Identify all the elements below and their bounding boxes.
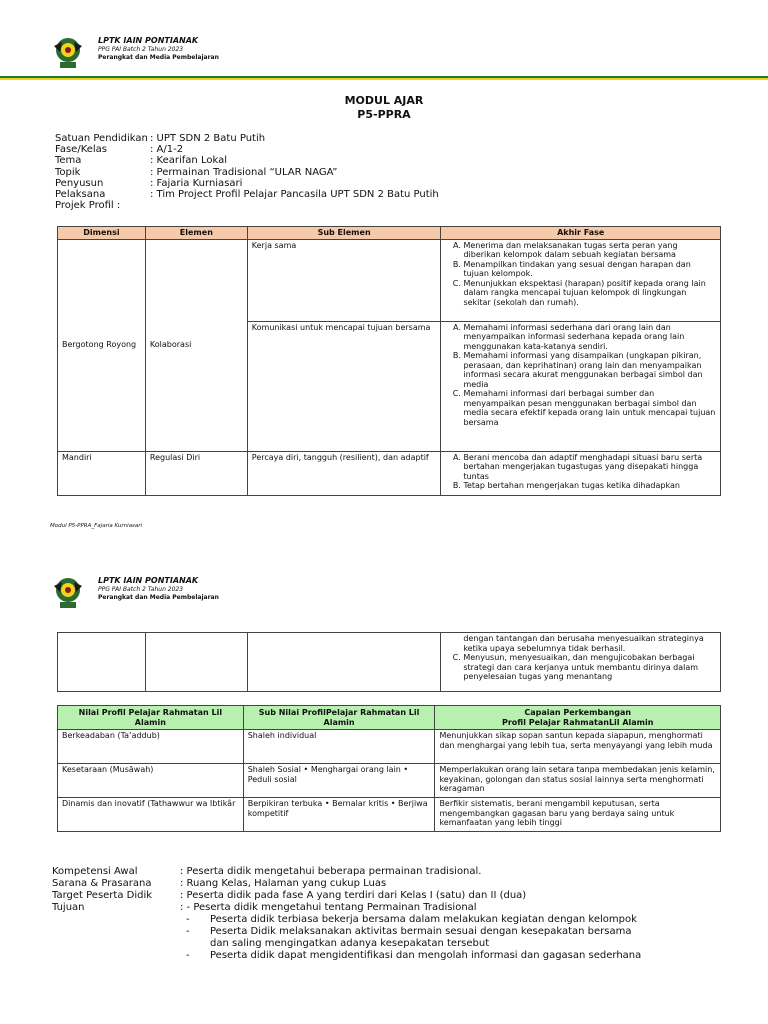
identity-block bbox=[55, 133, 439, 211]
header-title: LPTK IAIN PONTIANAK bbox=[98, 36, 199, 45]
rahmatan-profile-table bbox=[57, 705, 721, 832]
col-header bbox=[435, 706, 721, 730]
dash-marker: - bbox=[186, 926, 190, 937]
objective-item bbox=[180, 926, 650, 950]
info-row bbox=[55, 144, 439, 155]
kv-label: Kompetensi Awal bbox=[52, 866, 138, 877]
header-subtitle2: Perangkat dan Media Pembelajaran bbox=[98, 54, 219, 61]
col-header-line: Profil Pelajar RahmatanLil Alamin bbox=[501, 717, 654, 727]
phase-item: C. Menyusun, menyesuaikan, dan mengujicobakan berbagai strategi dan cara kerjanya untuk membantu dirinya dalam penyelesaian tugas yang menantang bbox=[463, 653, 716, 682]
phase-item: B. Menampilkan tindakan yang sesuai dengan harapan dan tujuan kelompok. bbox=[463, 260, 716, 279]
info-label: Fase/Kelas bbox=[55, 144, 108, 156]
col-header: Sub Nilai ProfilPelajar Rahmatan Lil Alamin bbox=[243, 706, 435, 730]
info-label: Tema bbox=[55, 155, 82, 167]
value-cell: Kesetaraan (Musāwah) bbox=[58, 764, 244, 798]
sub-value-cell: Shaleh individual bbox=[243, 730, 435, 764]
info-row bbox=[55, 133, 439, 144]
header-subtitle: PPG PAI Batch 2 Tahun 2023 bbox=[98, 586, 184, 593]
info-value: : UPT SDN 2 Batu Putih bbox=[150, 133, 266, 144]
objective-item bbox=[180, 914, 650, 926]
info-value: : Fajaria Kurniasari bbox=[150, 177, 243, 189]
kv-row bbox=[52, 902, 650, 914]
info-value: : Permainan Tradisional “ULAR NAGA” bbox=[150, 166, 338, 178]
phase-item: B. Memahami informasi yang disampaikan (ungkapan pikiran, perasaan, dan keprihatinan) orang lain dan menyampaikan informasi secara akurat menggunakan berbagai simbol dan media bbox=[463, 351, 716, 389]
info-row bbox=[55, 178, 439, 189]
table-row bbox=[58, 798, 721, 832]
phase-item: C. Menunjukkan ekspektasi (harapan) positif kepada orang lain dalam rangka mencapai tujuan kelompok di lingkungan sekitar (sekolah dan rumah). bbox=[463, 279, 716, 308]
value-cell: Dinamis dan inovatif (Tathawwur wa Ibtikâr bbox=[58, 798, 244, 832]
competency-block bbox=[52, 866, 650, 962]
sub-element-cell: Komunikasi untuk mencapai tujuan bersama bbox=[247, 321, 441, 451]
col-header: Sub Elemen bbox=[247, 227, 441, 240]
page-header bbox=[48, 32, 728, 80]
footer-note: Modul P5-PPRA_Fajaria Kurniasari bbox=[50, 523, 143, 529]
kv-label: Target Peserta Didik bbox=[52, 890, 153, 901]
value-cell: Berkeadaban (Ta’addub) bbox=[58, 730, 244, 764]
kv-value: : Peserta didik mengetahui beberapa permainan tradisional. bbox=[180, 866, 482, 877]
institution-logo bbox=[48, 32, 88, 72]
phase-cell bbox=[441, 321, 721, 451]
achievement-cell: Menunjukkan sikap sopan santun kepada siapapun, menghormati dan menghargai yang lebih tua, serta menyayangi yang lebih muda bbox=[435, 730, 721, 764]
info-label: Satuan Pendidikan bbox=[55, 133, 148, 144]
info-row bbox=[55, 155, 439, 166]
table-row bbox=[58, 764, 721, 798]
info-label: Pelaksana bbox=[55, 189, 106, 201]
objective-text: Peserta Didik melaksanakan aktivitas bermain sesuai dengan kesepakatan bersama dan saling mengingatkan adanya kesepakatan tersebut bbox=[210, 926, 632, 949]
header-subtitle2: Perangkat dan Media Pembelajaran bbox=[98, 594, 219, 601]
table-row bbox=[58, 730, 721, 764]
dimension-cell: Mandiri bbox=[58, 451, 146, 495]
info-value: : Kearifan Lokal bbox=[150, 155, 227, 167]
table-header-row bbox=[58, 706, 721, 730]
phase-item: A. Memahami informasi sederhana dari orang lain dan menyampaikan informasi sederhana kepada orang lain menggunakan kata-katanya sendiri. bbox=[463, 323, 716, 352]
dash-marker: - bbox=[186, 914, 190, 925]
kv-value: : Peserta didik pada fase A yang terdiri dari Kelas I (satu) dan II (dua) bbox=[180, 890, 527, 901]
info-label: Topik bbox=[55, 166, 81, 178]
info-value: : A/1-2 bbox=[150, 144, 184, 156]
kv-row bbox=[52, 890, 650, 902]
info-label: Projek Profil : bbox=[55, 200, 121, 212]
empty-cell bbox=[58, 633, 146, 692]
phase-cell bbox=[441, 451, 721, 495]
info-label: Penyusun bbox=[55, 177, 104, 189]
info-row bbox=[55, 167, 439, 178]
col-header: Nilai Profil Pelajar Rahmatan Lil Alamin bbox=[58, 706, 244, 730]
profile-dimension-table-continued bbox=[57, 632, 721, 692]
kv-value: : - Peserta didik mengetahui tentang Permainan Tradisional bbox=[180, 902, 477, 913]
element-cell: Regulasi Diri bbox=[145, 451, 247, 495]
info-value: : Tim Project Profil Pelajar Pancasila UPT SDN 2 Batu Putih bbox=[150, 189, 439, 201]
col-header-line: Capaian Perkembangan bbox=[524, 708, 632, 717]
phase-continuation: dengan tantangan dan berusaha menyesuaikan strateginya ketika upaya sebelumnya tidak berhasil. bbox=[463, 634, 704, 653]
objective-item bbox=[180, 950, 650, 962]
phase-cell bbox=[441, 633, 721, 692]
phase-item: B. Tetap bertahan mengerjakan tugas ketika dihadapkan bbox=[463, 481, 716, 491]
sub-value-cell: Berpikiran terbuka • Bernalar kritis • Berjiwa kompetitif bbox=[243, 798, 435, 832]
table-row bbox=[58, 633, 721, 692]
objective-text: Peserta didik dapat mengidentifikasi dan mengolah informasi dan gagasan sederhana bbox=[210, 950, 642, 961]
sub-value-cell: Shaleh Sosial • Menghargai orang lain • Peduli sosial bbox=[243, 764, 435, 798]
col-header: Elemen bbox=[145, 227, 247, 240]
col-header: Dimensi bbox=[58, 227, 146, 240]
doc-title: MODUL AJAR bbox=[344, 94, 424, 107]
info-row bbox=[55, 200, 439, 211]
empty-cell bbox=[247, 633, 441, 692]
header-subtitle: PPG PAI Batch 2 Tahun 2023 bbox=[98, 46, 184, 53]
sub-element-cell: Kerja sama bbox=[247, 239, 441, 321]
doc-subtitle: P5-PPRA bbox=[357, 108, 411, 121]
phase-cell bbox=[441, 239, 721, 321]
dash-marker: - bbox=[186, 950, 190, 961]
table-header-row bbox=[58, 227, 721, 240]
col-header: Akhir Fase bbox=[441, 227, 721, 240]
header-title: LPTK IAIN PONTIANAK bbox=[98, 576, 199, 585]
kv-row bbox=[52, 878, 650, 890]
element-cell: Kolaborasi bbox=[145, 239, 247, 451]
objectives-list bbox=[52, 914, 650, 962]
objective-text: Peserta didik terbiasa bekerja bersama dalam melakukan kegiatan dengan kelompok bbox=[210, 914, 637, 925]
kv-value: : Ruang Kelas, Halaman yang cukup Luas bbox=[180, 878, 387, 889]
page-header bbox=[48, 572, 728, 620]
institution-logo bbox=[48, 572, 88, 612]
info-row bbox=[55, 189, 439, 200]
phase-item: A. Berani mencoba dan adaptif menghadapi situasi baru serta bertahan mengerjakan tugastugas yang disepakati hingga tuntas bbox=[463, 453, 716, 482]
sub-element-cell: Percaya diri, tangguh (resilient), dan adaptif bbox=[247, 451, 441, 495]
profile-dimension-table bbox=[57, 226, 721, 496]
kv-label: Sarana & Prasarana bbox=[52, 878, 152, 889]
phase-item: A. Menerima dan melaksanakan tugas serta peran yang diberikan kelompok dalam sebuah kegiatan bersama bbox=[463, 241, 716, 260]
phase-item: C. Memahami informasi dari berbagai sumber dan menyampaikan pesan menggunakan berbagai simbol dan media secara efektif kepada orang lain untuk mencapai tujuan bersama bbox=[463, 389, 716, 427]
achievement-cell: Memperlakukan orang lain setara tanpa membedakan jenis kelamin, keyakinan, golongan dan status sosial lainnya serta menghormati keragaman bbox=[435, 764, 721, 798]
dimension-cell: Bergotong Royong bbox=[58, 239, 146, 451]
header-stripe bbox=[0, 76, 768, 80]
empty-cell bbox=[145, 633, 247, 692]
table-row bbox=[58, 451, 721, 495]
achievement-cell: Berfikir sistematis, berani mengambil keputusan, serta mengembangkan gagasan baru yang berdaya saing untuk kemanfaatan yang lebih tinggi bbox=[435, 798, 721, 832]
table-row bbox=[58, 239, 721, 321]
kv-label: Tujuan bbox=[52, 902, 85, 913]
kv-row bbox=[52, 866, 650, 878]
